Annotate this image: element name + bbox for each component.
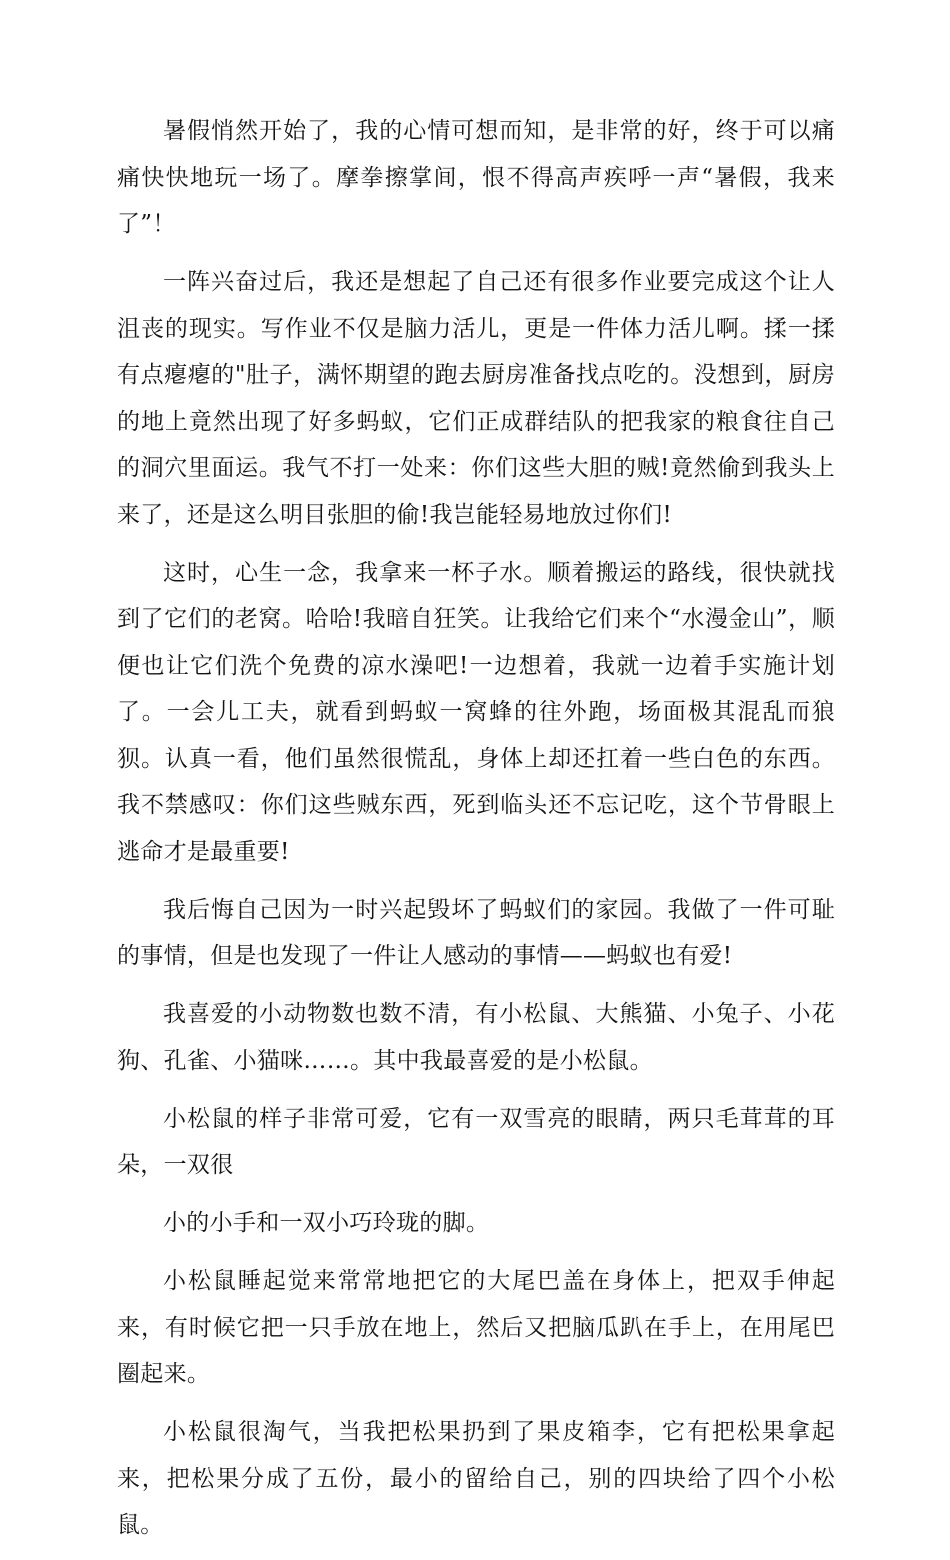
paragraph-9: 小松鼠很淘气，当我把松果扔到了果皮箱李，它有把松果拿起来，把松果分成了五份，最小的留给自己，别的四块给了四个小松鼠。 bbox=[117, 1419, 835, 1538]
paragraph-6: 小松鼠的样子非常可爱，它有一双雪亮的眼睛，两只毛茸茸的耳朵，一双很 bbox=[117, 1105, 835, 1178]
paragraph-4: 我后悔自己因为一时兴起毁坏了蚂蚁们的家园。我做了一件可耻的事情，但是也发现了一件让人感动的事情——蚂蚁也有爱! bbox=[117, 896, 835, 969]
paragraph-8: 小松鼠睡起觉来常常地把它的大尾巴盖在身体上，把双手伸起来，有时候它把一只手放在地上，然后又把脑瓜趴在手上，在用尾巴圈起来。 bbox=[117, 1268, 835, 1387]
document-body bbox=[117, 108, 835, 1560]
paragraph-3: 这时，心生一念，我拿来一杯子水。顺着搬运的路线，很快就找到了它们的老窝。哈哈!我暗自狂笑。让我给它们来个“水漫金山”，顺便也让它们洗个免费的凉水澡吧!一边想着，我就一边着手实施计划了。一会儿工夫，就看到蚂蚁一窝蜂的往外跑，场面极其混乱而狼狈。认真一看，他们虽然很慌乱，身体上却还扛着一些白色的东西。我不禁感叹：你们这些贼东西，死到临头还不忘记吃，这个节骨眼上逃命才是最重要! bbox=[117, 559, 835, 865]
paragraph-2: 一阵兴奋过后，我还是想起了自己还有很多作业要完成这个让人沮丧的现实。写作业不仅是脑力活儿，更是一件体力活儿啊。揉一揉有点瘪瘪的"肚子，满怀期望的跑去厨房准备找点吃的。没想到，厨房的地上竟然出现了好多蚂蚁，它们正成群结队的把我家的粮食往自己的洞穴里面运。我气不打一处来：你们这些大胆的贼!竟然偷到我头上来了，还是这么明目张胆的偷!我岂能轻易地放过你们! bbox=[117, 269, 835, 528]
paragraph-5: 我喜爱的小动物数也数不清，有小松鼠、大熊猫、小兔子、小花狗、孔雀、小猫咪……。其中我最喜爱的是小松鼠。 bbox=[117, 1001, 835, 1074]
paragraph-1: 暑假悄然开始了，我的心情可想而知，是非常的好，终于可以痛痛快快地玩一场了。摩拳擦掌间，恨不得高声疾呼一声“暑假，我来了”！ bbox=[117, 118, 835, 237]
paragraph-7: 小的小手和一双小巧玲珑的脚。 bbox=[163, 1210, 490, 1236]
